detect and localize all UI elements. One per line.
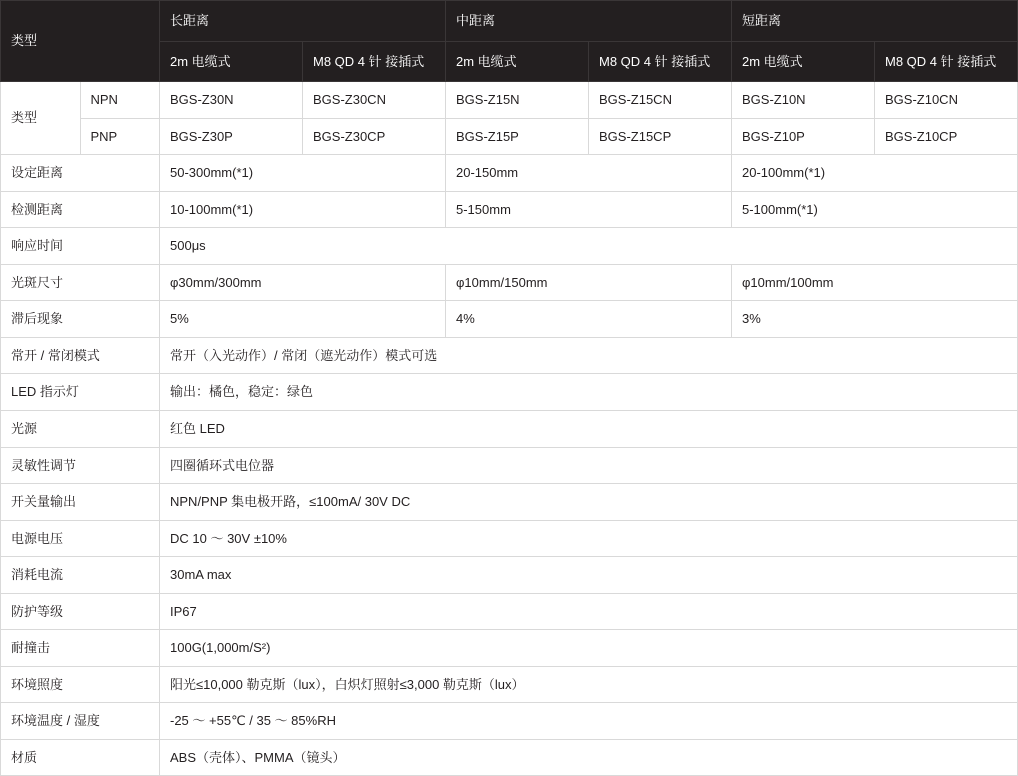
- table-row: [1, 557, 1018, 594]
- value-detection-distance-mid: 5-150mm: [446, 191, 732, 228]
- subheader-connector-long: M8 QD 4 针 接插式: [303, 41, 446, 82]
- row-label-protection-rating: 防护等级: [1, 593, 160, 630]
- row-label-current-consumption: 消耗电流: [1, 557, 160, 594]
- row-label-light-source: 光源: [1, 411, 160, 448]
- model-pnp-long-connector: BGS-Z30CP: [303, 118, 446, 155]
- value-switch-output: NPN/PNP 集电极开路，≤100mA/ 30V DC: [160, 484, 1018, 521]
- value-detection-distance-short: 5-100mm(*1): [732, 191, 1018, 228]
- table-row: [1, 82, 1018, 119]
- row-label-switch-output: 开关量输出: [1, 484, 160, 521]
- header-group-mid-range: 中距离: [446, 1, 732, 42]
- value-setting-distance-short: 20-100mm(*1): [732, 155, 1018, 192]
- row-label-material: 材质: [1, 739, 160, 776]
- model-npn-short-cable: BGS-Z10N: [732, 82, 875, 119]
- value-spot-size-mid: φ10mm/150mm: [446, 264, 732, 301]
- row-sublabel-npn: NPN: [80, 82, 160, 119]
- table-row: [1, 593, 1018, 630]
- value-no-nc-mode: 常开（入光动作）/ 常闭（遮光动作）模式可选: [160, 337, 1018, 374]
- row-label-supply-voltage: 电源电压: [1, 520, 160, 557]
- subheader-connector-short: M8 QD 4 针 接插式: [875, 41, 1018, 82]
- model-pnp-short-cable: BGS-Z10P: [732, 118, 875, 155]
- table-row: [1, 191, 1018, 228]
- value-spot-size-short: φ10mm/100mm: [732, 264, 1018, 301]
- subheader-cable-long: 2m 电缆式: [160, 41, 303, 82]
- row-label-ambient-illuminance: 环境照度: [1, 666, 160, 703]
- value-sensitivity-adjust: 四圈循环式电位器: [160, 447, 1018, 484]
- value-ambient-temp-humidity: -25 ～ +55℃ / 35 ～ 85%RH: [160, 703, 1018, 740]
- table-row: [1, 228, 1018, 265]
- table-row: [1, 520, 1018, 557]
- model-npn-mid-connector: BGS-Z15CN: [589, 82, 732, 119]
- value-light-source: 红色 LED: [160, 411, 1018, 448]
- table-row: [1, 264, 1018, 301]
- row-label-type: 类型: [1, 82, 81, 155]
- row-label-response-time: 响应时间: [1, 228, 160, 265]
- row-label-led-indicator: LED 指示灯: [1, 374, 160, 411]
- table-row: [1, 337, 1018, 374]
- header-type-label: 类型: [1, 1, 160, 82]
- model-npn-long-connector: BGS-Z30CN: [303, 82, 446, 119]
- subheader-connector-mid: M8 QD 4 针 接插式: [589, 41, 732, 82]
- row-label-no-nc-mode: 常开 / 常闭模式: [1, 337, 160, 374]
- value-response-time: 500μs: [160, 228, 1018, 265]
- row-label-detection-distance: 检测距离: [1, 191, 160, 228]
- value-protection-rating: IP67: [160, 593, 1018, 630]
- table-row: [1, 666, 1018, 703]
- model-pnp-short-connector: BGS-Z10CP: [875, 118, 1018, 155]
- value-material: ABS（壳体）、PMMA（镜头）: [160, 739, 1018, 776]
- value-supply-voltage: DC 10 ～ 30V ±10%: [160, 520, 1018, 557]
- table-row: [1, 301, 1018, 338]
- table-row: [1, 484, 1018, 521]
- table-row: [1, 155, 1018, 192]
- table-body: [1, 82, 1018, 776]
- table-row: [1, 374, 1018, 411]
- value-ambient-illuminance: 阳光≤10,000 勒克斯（lux），白炽灯照射≤3,000 勒克斯（lux）: [160, 666, 1018, 703]
- value-setting-distance-mid: 20-150mm: [446, 155, 732, 192]
- header-group-long-range: 长距离: [160, 1, 446, 42]
- subheader-cable-mid: 2m 电缆式: [446, 41, 589, 82]
- subheader-cable-short: 2m 电缆式: [732, 41, 875, 82]
- table-header: [1, 1, 1018, 82]
- value-spot-size-long: φ30mm/300mm: [160, 264, 446, 301]
- value-hysteresis-long: 5%: [160, 301, 446, 338]
- model-npn-mid-cable: BGS-Z15N: [446, 82, 589, 119]
- value-detection-distance-long: 10-100mm(*1): [160, 191, 446, 228]
- value-led-indicator: 输出：橘色，稳定：绿色: [160, 374, 1018, 411]
- row-sublabel-pnp: PNP: [80, 118, 160, 155]
- row-label-hysteresis: 滞后现象: [1, 301, 160, 338]
- model-pnp-mid-connector: BGS-Z15CP: [589, 118, 732, 155]
- value-current-consumption: 30mA max: [160, 557, 1018, 594]
- table-row: [1, 703, 1018, 740]
- table-row: [1, 630, 1018, 667]
- value-setting-distance-long: 50-300mm(*1): [160, 155, 446, 192]
- row-label-sensitivity-adjust: 灵敏性调节: [1, 447, 160, 484]
- header-row-groups: [1, 1, 1018, 42]
- row-label-ambient-temp-humidity: 环境温度 / 湿度: [1, 703, 160, 740]
- table-row: [1, 447, 1018, 484]
- value-shock-resistance: 100G(1,000m/S²): [160, 630, 1018, 667]
- value-hysteresis-mid: 4%: [446, 301, 732, 338]
- row-label-setting-distance: 设定距离: [1, 155, 160, 192]
- row-label-spot-size: 光斑尺寸: [1, 264, 160, 301]
- row-label-shock-resistance: 耐撞击: [1, 630, 160, 667]
- model-pnp-mid-cable: BGS-Z15P: [446, 118, 589, 155]
- table-row: [1, 118, 1018, 155]
- table-row: [1, 739, 1018, 776]
- value-hysteresis-short: 3%: [732, 301, 1018, 338]
- table-row: [1, 411, 1018, 448]
- model-npn-short-connector: BGS-Z10CN: [875, 82, 1018, 119]
- model-npn-long-cable: BGS-Z30N: [160, 82, 303, 119]
- model-pnp-long-cable: BGS-Z30P: [160, 118, 303, 155]
- header-group-short-range: 短距离: [732, 1, 1018, 42]
